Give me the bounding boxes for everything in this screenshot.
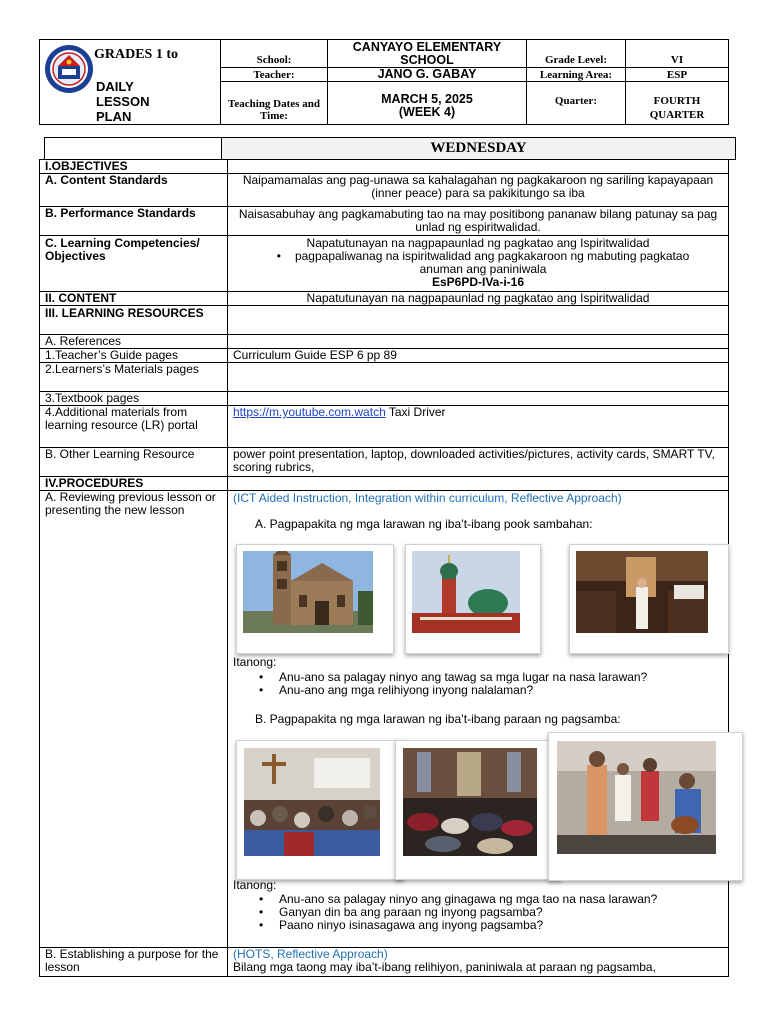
teachers-guide-value: Curriculum Guide ESP 6 pp 89 [228, 349, 729, 363]
performance-standards-label: B. Performance Standards [40, 207, 228, 236]
question-5: • Paano ninyo isinasagawa ang inyong pagsamba? [279, 919, 657, 932]
references-label: A. References [40, 335, 228, 349]
learners-materials-label: 2.Learners’s Materials pages [40, 363, 228, 392]
table-row [40, 306, 729, 335]
table-row [40, 477, 729, 491]
purpose-label: B. Establishing a purpose for the lesson [40, 948, 228, 977]
question-list-2 [233, 893, 657, 932]
table-row: C. Learning Competencies/ Objectives Napatutunayan na nagpapaunlad ng pagkatao ang Ispiritwalidad • pagpapaliwanag na ispiritwalidad ang pagkakaroon ng mabuting pagkatao anuman ang paniniwala EsP6PD-IVa-i-16 [40, 236, 729, 292]
photo-church-interior [569, 544, 729, 654]
photo-mosque [405, 544, 541, 654]
content-label: II. CONTENT [40, 292, 228, 306]
area-value: ESP [666, 68, 688, 81]
question-1: • Anu-ano sa palagay ninyo ang tawag sa mga lugar na nasa larawan? [279, 671, 647, 684]
stone-church-image [243, 551, 373, 633]
prayer-image [403, 748, 537, 856]
photo-congregation [236, 740, 404, 880]
grade-label-cell [526, 39, 626, 68]
content-standards-value: Naipamamalas ang pag-unawa sa kahalagahan ng pagkakaroon ng sariling kapayapaan (inner peace) para sa pakikitungo sa iba [228, 174, 729, 207]
itanong-label-1: Itanong: [233, 655, 277, 669]
objectives-heading: I.OBJECTIVES [40, 160, 228, 174]
photo-singing [548, 732, 743, 881]
content-standards-label: A. Content Standards [40, 174, 228, 207]
teachers-guide-label: 1.Teacher’s Guide pages [40, 349, 228, 363]
textbook-label: 3.Textbook pages [40, 392, 228, 406]
purpose-approach: (HOTS, Reflective Approach) [233, 947, 388, 961]
review-item-b: B. Pagpapakita ng mga larawan ng iba’t-ibang paraan ng pagsamba: [255, 712, 621, 726]
question-2: • Anu-ano ang mga relihiyong inyong nalalaman? [279, 684, 647, 697]
day-label: WEDNESDAY [430, 140, 527, 156]
additional-materials-label: 4.Additional materials from learning resource (LR) portal [40, 406, 228, 448]
quarter-value-cell [625, 81, 729, 125]
teacher-value: JANO G. GABAY [377, 67, 477, 81]
other-resource-value: power point presentation, laptop, downloaded activities/pictures, activity cards, SMART TV, scoring rubrics, [228, 448, 729, 477]
church-interior-image [576, 551, 708, 633]
quarter-label-cell [526, 81, 626, 125]
dates-label: Teaching Dates and Time: [228, 98, 320, 122]
dates-label-cell [220, 81, 328, 125]
purpose-value: Bilang mga taong may iba’t-ibang relihiyon, paniniwala at paraan ng pagsamba, [233, 960, 656, 974]
photo-church-stone [236, 544, 394, 654]
competencies-code: EsP6PD-IVa-i-16 [431, 275, 525, 289]
quarter-value: FOURTH QUARTER [649, 95, 705, 121]
title-plan: PLAN [96, 109, 132, 124]
table-row [40, 292, 729, 306]
school-label: School: [256, 54, 292, 66]
itanong-label-2: Itanong: [233, 878, 277, 892]
grade-value: VI [670, 54, 684, 66]
grade-value-cell [625, 39, 729, 68]
table-row [40, 491, 729, 948]
table-row [40, 448, 729, 477]
dates-week: (WEEK 4) [398, 105, 456, 119]
grade-label: Grade Level: [544, 54, 607, 66]
competencies-value: Napatutunayan na nagpapaunlad ng pagkatao ang Ispiritwalidad [306, 236, 650, 250]
question-4: • Ganyan din ba ang paraan ng inyong pagsamba? [279, 906, 657, 919]
other-resource-label: B. Other Learning Resource [40, 448, 228, 477]
area-label: Learning Area: [539, 68, 613, 81]
review-content [228, 491, 729, 948]
table-row [40, 392, 729, 406]
teacher-label-cell [220, 67, 328, 82]
lesson-plan-table [39, 159, 729, 977]
youtube-link-title: Taxi Driver [385, 405, 446, 419]
school-value-cell [327, 39, 527, 68]
deped-seal-icon [44, 44, 94, 94]
procedures-heading: IV.PROCEDURES [40, 477, 228, 491]
worship-singing-image [557, 741, 716, 854]
question-list-1 [233, 671, 647, 697]
table-row [40, 174, 729, 207]
question-3: • Anu-ano sa palagay ninyo ang ginagawa ng mga tao na nasa larawan? [279, 893, 657, 906]
youtube-link[interactable]: https://m.youtube.com.watch [233, 405, 386, 419]
resources-label: III. LEARNING RESOURCES [40, 306, 228, 335]
table-row [40, 363, 729, 392]
mosque-image [412, 551, 520, 633]
competencies-label: C. Learning Competencies/ Objectives [40, 236, 228, 292]
dates-value-cell [327, 81, 527, 125]
title-daily: DAILY [96, 79, 134, 94]
table-row [40, 207, 729, 236]
teacher-value-cell [327, 67, 527, 82]
title-grades: GRADES 1 to [94, 47, 179, 62]
table-row [40, 948, 729, 977]
review-item-a: A. Pagpapakita ng mga larawan ng iba’t-ibang pook sambahan: [255, 517, 593, 531]
day-bar [221, 137, 736, 160]
photo-prayer [395, 740, 561, 880]
table-row [40, 335, 729, 349]
area-label-cell [526, 67, 626, 82]
day-bar-left [44, 137, 222, 160]
table-row [40, 160, 729, 174]
content-value: Napatutunayan na nagpapaunlad ng pagkatao ang Ispiritwalidad [228, 292, 729, 306]
title-lesson: LESSON [96, 94, 150, 109]
dates-value: MARCH 5, 2025 [381, 92, 473, 106]
review-label: A. Reviewing previous lesson or presenting the new lesson [40, 491, 228, 948]
table-row [40, 406, 729, 448]
performance-standards-value: Naisasabuhay ang pagkamabuting tao na may positibong pananaw bilang patunay sa pag unlad ng espiritwalidad. [228, 207, 729, 236]
area-value-cell [625, 67, 729, 82]
review-approach: (ICT Aided Instruction, Integration within curriculum, Reflective Approach) [233, 491, 622, 505]
header-logo-cell [39, 39, 221, 125]
table-row [40, 349, 729, 363]
competencies-bullet: pagpapaliwanag na ispiritwalidad ang pagkakaroon ng mabuting pagkatao anuman ang paniniwala [294, 249, 690, 276]
school-label-cell [220, 39, 328, 68]
congregation-image [244, 748, 380, 856]
school-value: CANYAYO ELEMENTARY SCHOOL [352, 39, 502, 67]
quarter-label: Quarter: [554, 95, 598, 107]
teacher-label: Teacher: [253, 68, 295, 81]
